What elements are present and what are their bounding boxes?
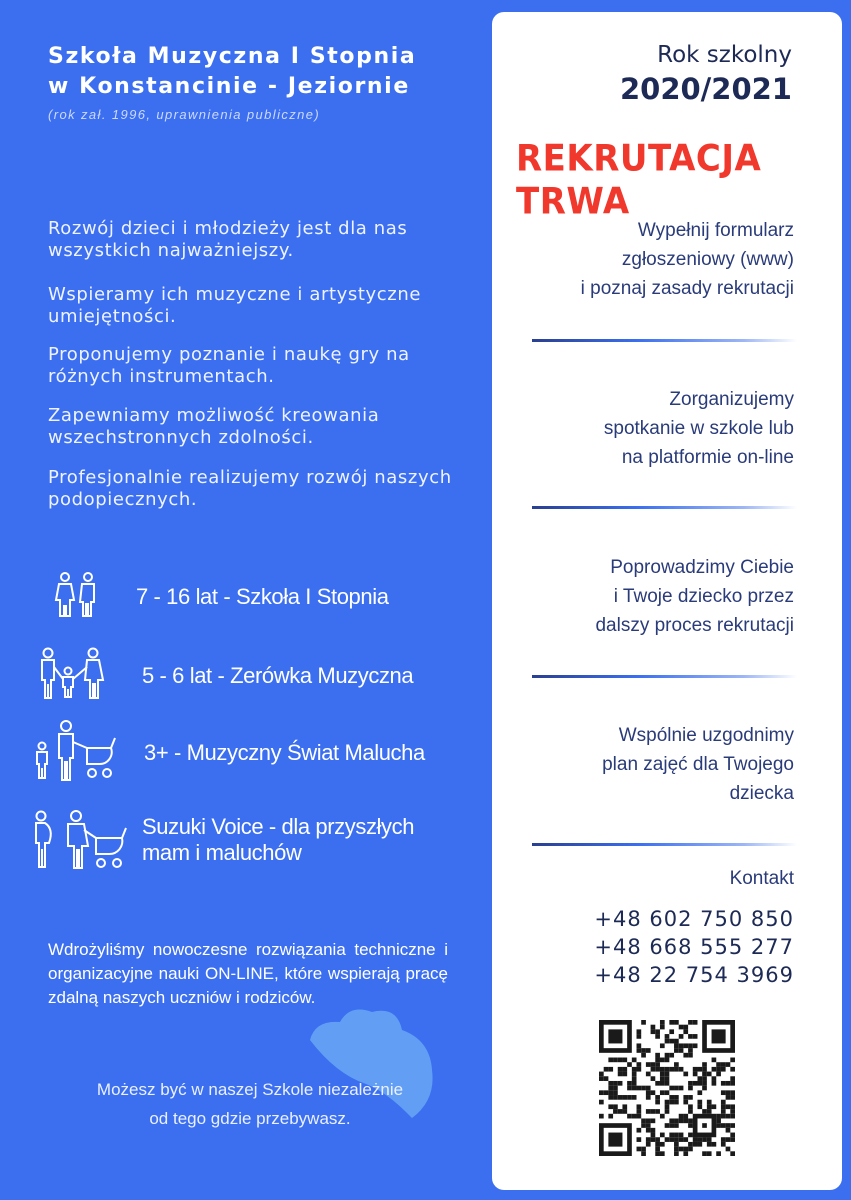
group-label: 7 - 16 lat - Szkoła I Stopnia [136, 584, 389, 609]
school-year-value: 2020/2021 [619, 72, 792, 106]
group-label: 3+ - Muzyczny Świat Malucha [144, 740, 425, 765]
step-guidance: Poprowadzimy Ciebie i Twoje dziecko przez dalszy proces rekrutacji [595, 557, 794, 636]
recruitment-heading: REKRUTACJA TRWA [516, 136, 762, 224]
online-learning-text: Wdrożyliśmy nowoczesne rozwiązania techniczne i organizacyjne nauki ON-LINE, które wspierają pracę zdalną naszych uczniów i rodziców. [48, 940, 448, 1007]
group-row-school [30, 570, 470, 630]
group-row-preschool [30, 645, 470, 705]
phone-number[interactable]: +48 668 555 277 [594, 935, 794, 959]
step-meeting: Zorganizujemy spotkanie w szkole lub na platformie on-line [603, 389, 794, 468]
step-form: Wypełnij formularz zgłoszeniowy (www) i poznaj zasady rekrutacji [580, 220, 794, 299]
recruitment-panel [492, 12, 842, 1190]
intro-paragraph: Rozwój dzieci i młodzieży jest dla nas wszystkich najważniejszy. [48, 218, 408, 261]
divider [532, 675, 797, 678]
family-icon [30, 645, 110, 701]
school-subtitle: (rok zał. 1996, uprawnienia publiczne) [48, 107, 321, 122]
contact-label: Kontakt [729, 868, 794, 889]
group-label: Suzuki Voice - dla przyszłych mam i maluchów [142, 814, 415, 865]
phone-number[interactable]: +48 602 750 850 [594, 907, 794, 931]
divider [532, 843, 797, 846]
closing-text: Możesz być w naszej Szkole niezależnie od tego gdzie przebywasz. [96, 1080, 404, 1128]
pregnant-mother-stroller-icon [30, 808, 130, 874]
group-label: 5 - 6 lat - Zerówka Muzyczna [142, 663, 414, 688]
divider [532, 506, 797, 509]
intro-paragraph: Profesjonalnie realizujemy rozwój naszych podopiecznych. [48, 467, 452, 510]
phone-number[interactable]: +48 22 754 3969 [594, 963, 794, 987]
intro-paragraph: Zapewniamy możliwość kreowania wszechstronnych zdolności. [48, 405, 380, 448]
intro-paragraph: Proponujemy poznanie i naukę gry na różnych instrumentach. [48, 344, 410, 387]
step-schedule: Wspólnie uzgodnimy plan zajęć dla Twojego dziecka [602, 725, 794, 804]
school-title: Szkoła Muzyczna I Stopnia w Konstancinie - Jeziornie [48, 44, 417, 99]
group-row-suzuki [30, 808, 470, 878]
group-row-toddlers [30, 718, 470, 778]
divider [532, 339, 797, 342]
parent-with-stroller-icon [30, 718, 120, 784]
qr-code-icon[interactable] [599, 1020, 735, 1156]
school-year-label: Rok szkolny [657, 42, 792, 68]
phone-list [594, 905, 794, 989]
intro-paragraph: Wspieramy ich muzyczne i artystyczne umiejętności. [48, 284, 422, 327]
two-children-icon [30, 570, 110, 620]
